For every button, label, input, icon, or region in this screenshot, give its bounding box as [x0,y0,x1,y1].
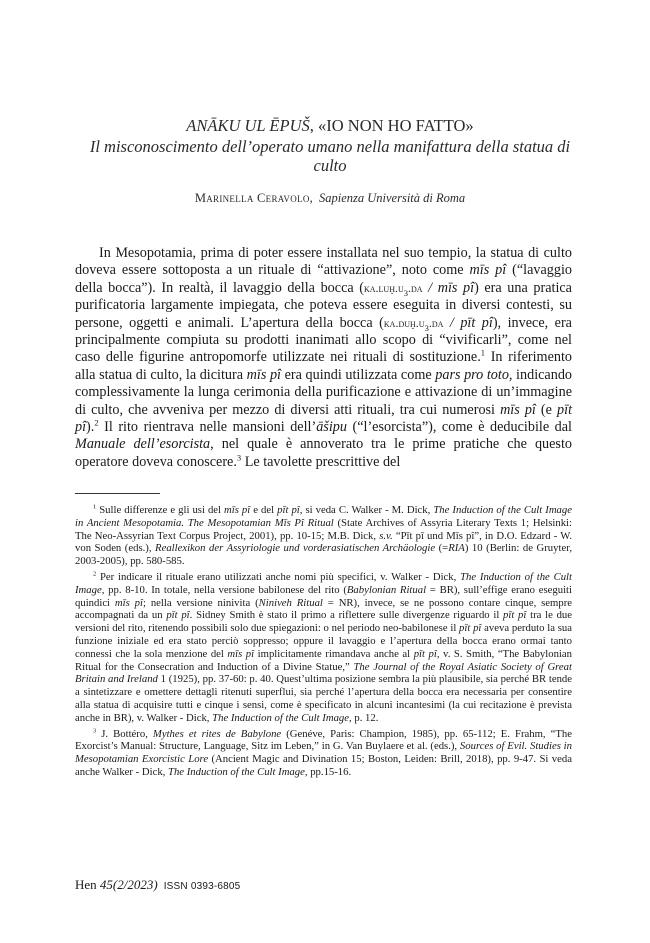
fn-italic: The Induction of the Cult Image [75,570,572,596]
fn-italic: Babylonian Ritual [346,583,427,596]
fn-italic: pīt pî [459,622,482,635]
fn-italic: Sources of Evil. Studies in Mesopotamian Exorcistic Lore [75,740,572,766]
footnote-number: 2 [93,570,97,578]
fn-text: (State Archives of Assyria Literary Texts 1; Helsinki: The Neo-Assyrian Text Corpus Project, 2001), pp. 10-15; M.B. Dick, [75,516,573,542]
author-affiliation: Sapienza Università di Roma [319,191,466,205]
fn-text: , pp. 8-10. In totale, nella versione babilonese del rito ( [101,583,347,596]
term-italic: pīt pî [75,401,573,436]
title-italic: ANĀKU UL ĒPUŠ [186,116,310,135]
body-text-run: (e [535,401,558,418]
body-text-run: Le tavolette prescrittive del [241,453,401,470]
article-subtitle: Il misconoscimento dell’operato umano nella manifattura della statua di culto [89,137,571,175]
fn-italic: Niniveh Ritual [258,596,323,609]
fn-italic: The Induction of the Cult Image in Ancient Mesopotamia. The Mesopotamian Mīs Pî Ritual [75,504,572,529]
term-italic: pīt pî [460,314,493,331]
term-italic: mīs pî [437,279,475,296]
footnote-3 [75,728,572,779]
body-text-run: ), invece, era principalmente compiuta su prodotti inanimati allo scopo di “vivificarli”, come nel caso delle figurine antropomorfe utilizzate nei rituali di sostituzione. [75,314,572,366]
fn-italic: The Induction of the Cult Image [212,711,349,724]
title-rest: , «IO NON HO FATTO» [309,116,474,135]
fn-text: (Genéve, Paris: Champion, 1985), pp. 65-112; E. Frahm, “The Exorcist’s Manual: Structure, Language, Sitz im Leben,” in G. Van Buylaere et al. (eds.), [75,727,572,753]
fn-text: Sulle differenze e gli usi del [96,504,225,516]
fn-text: (Ancient Magic and Divination 15; Boston, Leiden: Brill, 2018), pp. 9-47. Si veda anche Walker - Dick, [75,753,572,778]
body-text-run: , nel quale è annoverato tra le prime pratiche che questo operatore doveva conoscere. [75,436,572,470]
body-text-run: Il rito rientrava nelle mansioni dell’ [98,419,317,436]
fn-text: aveva perduto la sua funzione iniziale ed era stato perciò soppresso; oppure il lavaggio e l’apertura della bocca erano ormai tanto connessi che la sola menzione del [75,622,572,660]
term-italic: āšipu [316,419,347,436]
fn-italic: The Journal of the Royal Asiatic Society of Great Britain and Ireland [75,660,572,686]
article-title [60,115,600,136]
subscript: 3 [403,287,409,298]
term-italic: mīs pî [500,401,536,418]
journal-name: Hen [75,877,97,892]
fn-text: . Sidney Smith è stato il primo a riflettere sulle divergenze riguardo il [189,609,504,622]
footnote-number: 1 [93,503,97,511]
sumerian-term: ka.luḫ.u [363,280,404,295]
fn-italic: pīt pî, [413,647,440,660]
title-italic: Manuale dell’esorcista [75,436,211,453]
running-footer [75,877,240,893]
fn-text: “Pīt pī und Mīs pî”, in D.O. Edzard - W. von Soden (eds.), [75,529,572,555]
fn-italic: RIA [448,542,465,555]
fn-italic: pīt pî [277,504,300,516]
fn-text: ; nella versione ninivita ( [142,596,259,609]
footnote-ref[interactable]: 1 [480,347,486,358]
fn-text: Per indicare il rituale erano utilizzati anche nomi più specifici, v. Walker - Dick, [96,570,461,583]
fn-italic: mīs pî [224,504,251,516]
body-text-run: era quindi utilizzata come [281,366,436,383]
fn-italic: s.v. [379,529,393,542]
fn-text: = NR), invece, se ne possono contare cinque, sempre accompagnati da un [75,596,572,622]
fn-italic: Mythes et rites de Babylone [152,727,282,740]
subscript: 3 [424,322,429,333]
fn-italic: mīs pî [227,647,255,660]
footnotes [75,504,572,782]
fn-text: tra le due versioni del rito, ritenendo possibili solo due spiegazioni: o nel periodo neo-babilonese il [75,609,573,635]
body-text-run: In riferimento alla statua di culto, la dicitura [75,349,572,383]
fn-text: = BR), sull’effige erano eseguiti quindici [75,583,572,609]
body-paragraph [75,245,572,471]
issn: ISSN 0393-6805 [163,881,241,892]
term-italic: mīs pî [246,366,281,383]
body-text-run: In Mesopotamia, prima di poter essere installata nel suo tempio, la statua di culto doveva essere sottoposta a un rituale di “attivazione”, noto come [75,245,572,279]
fn-text: , si veda C. Walker - M. Dick, [299,504,434,516]
sumerian-term: ka.duḫ.u [383,315,425,330]
fn-text: (= [435,542,449,555]
fn-text: v. S. Smith, “The Babylonian Ritual for the Consecration and Induction of a Divine Statue,” [75,647,572,673]
fn-text: e del [250,504,278,516]
fn-italic: pīt pî [503,609,527,622]
footnote-number: 3 [93,726,97,734]
slash: / [443,314,461,331]
fn-italic: Reallexikon der Assyriologie und vorderasiatischen Archäologie [155,542,436,555]
sumerian-term: .da [408,280,423,295]
author-line: Marinella Ceravolo, Sapienza Università di Roma [194,191,466,205]
slash: / [422,279,438,296]
term-italic: mīs pî [469,262,507,279]
footnote-divider [75,493,160,494]
fn-text: ) 10 (Berlin: de Gruyter, 2003-2005), pp. 580-585. [75,542,572,568]
fn-text: implicitamente rimandava anche al [254,647,414,660]
footnote-2 [75,571,572,725]
body-text-run: (“lavaggio della bocca”). In realtà, il lavaggio della bocca ( [75,262,573,296]
journal-issue: 45(2/2023) [99,877,158,892]
body-text-run: (“l’esorcista”), come è deducibile dal [346,419,572,436]
author-name: Marinella Ceravolo [194,191,310,205]
fn-text: 1 (1925), pp. 37-60: p. 40. Quest’ultima posizione sembra la più plausibile, sia perché BR tende a sintetizzare e omettere dettagli ritenuti superflui, sia perché l’apertura della bocca era necessaria per consentire alla statua di acquisire tutti e cinque i sensi, come è specificato in alcuni incantesimi (la cui recitazione è prevista anche in BR), v. Walker - Dick, [75,673,572,724]
fn-italic: pīt pî [166,609,190,622]
term-italic: pars pro toto, [435,366,513,383]
sumerian-term: .da [428,315,444,330]
fn-text: , pp.15-16. [304,765,352,778]
fn-text: J. Bottéro, [96,727,153,740]
body-text-run: ) era una pratica purificatoria largamente impiegata, che poteva essere eseguita in diversi contesti, su persone, oggetti e animali. L’apertura della bocca ( [75,279,572,331]
footnote-ref[interactable]: 3 [236,452,242,463]
footnote-1 [75,504,572,568]
fn-italic: The Induction of the Cult Image [168,765,305,778]
body-text-run: ). [86,419,95,436]
body-text-run: indicando complessivamente la lunga cerimonia della purificazione e attivazione di un’immagine di culto, che avveniva per mezzo di diversi atti rituali, tra cui numerosi [75,366,573,418]
fn-text: , p. 12. [349,711,379,724]
fn-italic: mīs pî [114,596,143,609]
footnote-ref[interactable]: 2 [94,417,99,428]
